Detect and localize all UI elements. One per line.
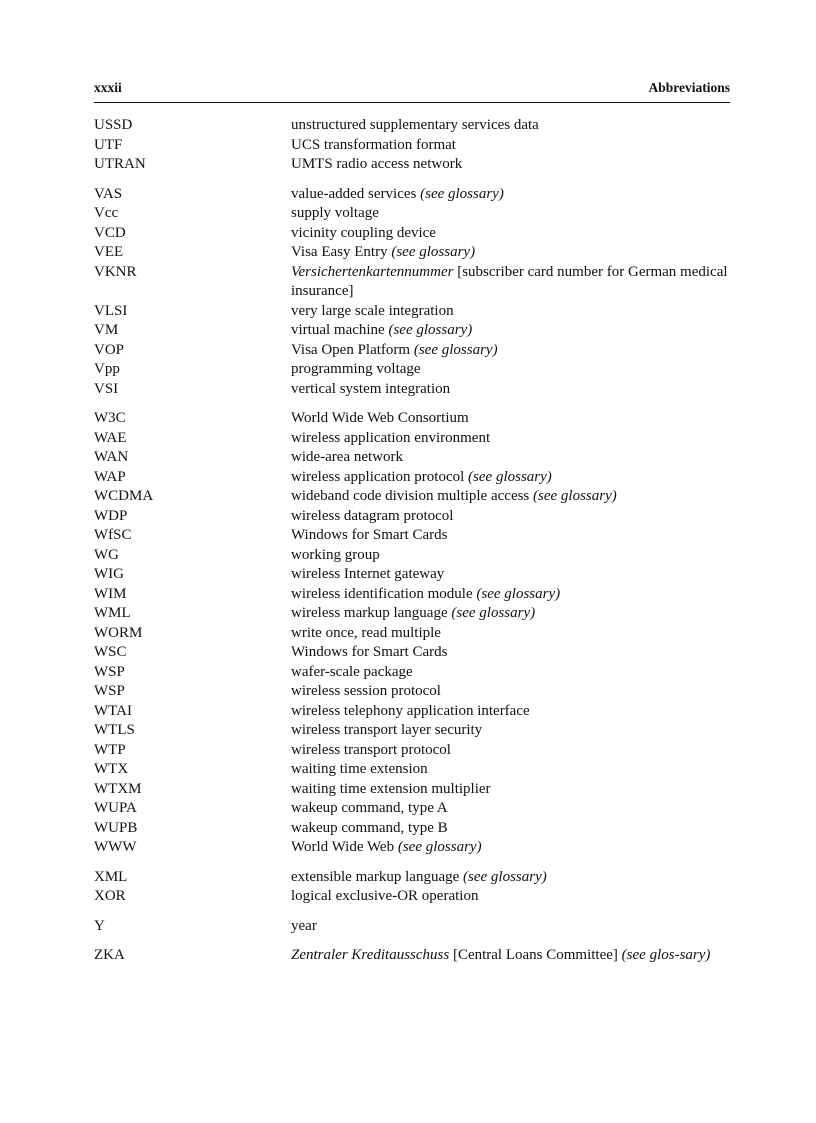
definition-text: unstructured supplementary services data	[291, 117, 539, 133]
abbreviation-term: VAS	[94, 185, 123, 202]
definition-italic-text: (see glossary)	[388, 322, 473, 338]
abbreviation-term: XML	[94, 868, 128, 885]
abbreviation-definition	[291, 448, 730, 468]
abbreviation-definition	[291, 155, 730, 175]
abbreviation-term: WTP	[94, 741, 126, 758]
abbreviation-entry	[94, 721, 730, 741]
abbreviation-group	[94, 946, 730, 966]
abbreviation-term: WDP	[94, 507, 128, 524]
abbreviation-entry	[94, 448, 730, 468]
definition-text: wireless transport protocol	[291, 741, 451, 758]
definition-italic-text: (see glossary)	[533, 488, 617, 504]
definition-text: wideband code division multiple access	[291, 488, 534, 504]
definition-italic-text: Zentraler Kreditausschuss	[291, 947, 450, 963]
definition-text: write once, read multiple	[291, 624, 441, 641]
abbreviation-term: UTF	[94, 136, 123, 153]
definition-text: wide-area network	[291, 449, 404, 465]
abbreviation-definition	[291, 868, 730, 888]
abbreviation-term: ZKA	[94, 947, 125, 963]
abbreviation-term: WIM	[94, 585, 127, 602]
definition-text: Visa Easy Entry	[291, 244, 392, 260]
definition-text: wireless telephony application interface	[291, 702, 530, 719]
abbreviation-term: WSC	[94, 644, 127, 660]
abbreviation-entry	[94, 917, 730, 937]
abbreviation-term: WSP	[94, 683, 125, 699]
definition-text: wakeup command, type A	[291, 800, 448, 816]
abbreviation-entry	[94, 546, 730, 566]
definition-text: wireless transport layer security	[291, 722, 483, 738]
abbreviation-group	[94, 185, 730, 400]
abbreviation-entry	[94, 224, 730, 244]
abbreviation-entry	[94, 341, 730, 361]
abbreviation-term: WWW	[94, 839, 137, 855]
abbreviation-entry	[94, 116, 730, 136]
definition-text: vicinity coupling device	[291, 224, 436, 241]
abbreviation-term: WAN	[94, 449, 129, 465]
abbreviation-term: VOP	[94, 341, 125, 358]
abbreviation-definition	[291, 887, 730, 907]
abbreviation-group	[94, 868, 730, 907]
abbreviation-term: Vpp	[94, 361, 120, 377]
abbreviation-entry	[94, 243, 730, 263]
abbreviation-definition	[291, 429, 730, 449]
abbreviation-definition	[291, 721, 730, 741]
definition-text: wireless application environment	[291, 429, 491, 446]
definition-text: wireless Internet gateway	[291, 566, 445, 582]
abbreviation-entry	[94, 838, 730, 858]
abbreviation-definition	[291, 507, 730, 527]
abbreviation-term: WTX	[94, 761, 129, 777]
abbreviation-definition	[291, 409, 730, 429]
abbreviation-definition	[291, 224, 730, 244]
abbreviation-definition	[291, 116, 730, 136]
abbreviation-definition	[291, 136, 730, 156]
abbreviation-term: WfSC	[94, 527, 132, 543]
abbreviation-definition	[291, 204, 730, 224]
abbreviation-definition	[291, 546, 730, 566]
abbreviation-entry	[94, 321, 730, 341]
abbreviation-term: WUPB	[94, 819, 138, 836]
abbreviation-term: VEE	[94, 244, 124, 260]
definition-text: wireless session protocol	[291, 683, 441, 699]
definition-italic-text: (see glossary)	[468, 468, 552, 485]
abbreviation-term: WUPA	[94, 800, 137, 816]
abbreviation-entry	[94, 155, 730, 175]
abbreviation-term: VCD	[94, 224, 126, 241]
definition-text: virtual machine	[291, 322, 389, 338]
definition-text: waiting time extension multiplier	[291, 780, 491, 797]
abbreviation-entry	[94, 604, 730, 624]
abbreviation-entry	[94, 887, 730, 907]
abbreviation-entry	[94, 702, 730, 722]
abbreviation-definition	[291, 819, 730, 839]
abbreviation-definition	[291, 663, 730, 683]
definition-italic-text: (see glossary)	[391, 244, 476, 260]
abbreviation-definition	[291, 799, 730, 819]
definition-text: very large scale integration	[291, 302, 454, 319]
abbreviation-list	[94, 116, 730, 976]
definition-text: wafer-scale package	[291, 663, 413, 680]
abbreviation-entry	[94, 799, 730, 819]
definition-text: Windows for Smart Cards	[291, 527, 448, 543]
abbreviation-entry	[94, 643, 730, 663]
abbreviation-definition	[291, 565, 730, 585]
abbreviation-term: WIG	[94, 566, 124, 582]
abbreviation-term: WSP	[94, 663, 125, 680]
abbreviation-entry	[94, 468, 730, 488]
definition-text: working group	[291, 546, 380, 563]
definition-italic-text: (see glossary)	[413, 341, 498, 358]
abbreviation-definition	[291, 643, 730, 663]
abbreviation-term: XOR	[94, 888, 126, 904]
abbreviation-entry	[94, 585, 730, 605]
definition-text: [subscriber card number for German medical insurance]	[291, 263, 728, 299]
running-header	[94, 78, 730, 103]
definition-text: supply voltage	[291, 205, 379, 221]
abbreviation-definition	[291, 917, 730, 937]
definition-text: year	[291, 917, 317, 934]
abbreviation-entry	[94, 429, 730, 449]
abbreviation-definition	[291, 380, 730, 400]
abbreviation-entry	[94, 565, 730, 585]
abbreviation-entry	[94, 741, 730, 761]
definition-text: programming voltage	[291, 361, 421, 377]
definition-italic-text: (see glossary)	[420, 185, 504, 202]
abbreviation-term: WG	[94, 546, 119, 563]
definition-text: UMTS radio access network	[291, 156, 463, 172]
abbreviation-definition	[291, 341, 730, 361]
definition-italic-text: (see glos-sary)	[621, 947, 711, 963]
section-title: Abbreviations	[648, 80, 730, 95]
abbreviation-definition	[291, 604, 730, 624]
abbreviation-entry	[94, 868, 730, 888]
abbreviation-term: Vcc	[94, 205, 119, 221]
abbreviation-term: WCDMA	[94, 488, 154, 504]
definition-text: World Wide Web	[291, 839, 398, 855]
definition-text: [Central Loans Committee]	[449, 947, 622, 963]
definition-text: wakeup command, type B	[291, 819, 448, 836]
definition-text: wireless markup language	[291, 605, 452, 621]
definition-italic-text: (see glossary)	[397, 839, 482, 855]
abbreviation-definition	[291, 263, 730, 302]
definition-text: vertical system integration	[291, 380, 451, 397]
definition-text: logical exclusive-OR operation	[291, 888, 479, 904]
abbreviation-entry	[94, 136, 730, 156]
definition-text: wireless application protocol	[291, 468, 469, 485]
abbreviation-term: WTXM	[94, 780, 142, 797]
definition-text: Windows for Smart Cards	[291, 644, 448, 660]
abbreviation-term: VSI	[94, 380, 119, 397]
abbreviation-definition	[291, 741, 730, 761]
abbreviation-entry	[94, 663, 730, 683]
definition-italic-text: (see glossary)	[476, 585, 561, 602]
abbreviation-entry	[94, 204, 730, 224]
definition-text: value-added services	[291, 185, 421, 202]
abbreviation-entry	[94, 624, 730, 644]
abbreviation-entry	[94, 360, 730, 380]
abbreviation-definition	[291, 243, 730, 263]
abbreviation-entry	[94, 302, 730, 322]
abbreviation-term: WORM	[94, 624, 143, 641]
definition-italic-text: (see glossary)	[451, 605, 536, 621]
abbreviation-term: USSD	[94, 117, 133, 133]
abbreviation-definition	[291, 185, 730, 205]
abbreviation-term: WTAI	[94, 702, 132, 719]
abbreviation-entry	[94, 263, 730, 302]
abbreviation-definition	[291, 360, 730, 380]
abbreviation-definition	[291, 302, 730, 322]
abbreviation-entry	[94, 409, 730, 429]
abbreviation-definition	[291, 526, 730, 546]
definition-text: waiting time extension	[291, 761, 428, 777]
abbreviation-entry	[94, 946, 730, 966]
definition-italic-text: (see glossary)	[463, 868, 547, 885]
abbreviation-term: Y	[94, 917, 105, 934]
abbreviation-entry	[94, 380, 730, 400]
abbreviation-definition	[291, 702, 730, 722]
abbreviation-definition	[291, 624, 730, 644]
abbreviation-entry	[94, 760, 730, 780]
abbreviation-group	[94, 409, 730, 858]
abbreviation-definition	[291, 321, 730, 341]
abbreviation-definition	[291, 946, 730, 966]
abbreviation-entry	[94, 507, 730, 527]
abbreviation-entry	[94, 780, 730, 800]
abbreviation-group	[94, 116, 730, 175]
abbreviation-entry	[94, 682, 730, 702]
abbreviation-definition	[291, 838, 730, 858]
abbreviation-definition	[291, 487, 730, 507]
abbreviation-definition	[291, 780, 730, 800]
abbreviation-definition	[291, 682, 730, 702]
definition-text: wireless identification module	[291, 585, 477, 602]
abbreviation-term: VLSI	[94, 302, 128, 319]
definition-text: wireless datagram protocol	[291, 507, 454, 524]
abbreviation-term: WML	[94, 605, 131, 621]
definition-text: Visa Open Platform	[291, 341, 414, 358]
abbreviation-term: VM	[94, 322, 119, 338]
abbreviation-group	[94, 917, 730, 937]
abbreviation-entry	[94, 185, 730, 205]
abbreviation-definition	[291, 760, 730, 780]
abbreviation-entry	[94, 487, 730, 507]
abbreviation-term: WAP	[94, 468, 126, 485]
abbreviation-definition	[291, 585, 730, 605]
definition-text: extensible markup language	[291, 868, 464, 885]
abbreviation-entry	[94, 819, 730, 839]
abbreviation-term: UTRAN	[94, 156, 146, 172]
definition-text: World Wide Web Consortium	[291, 410, 469, 426]
definition-italic-text: Versichertenkartennummer	[291, 263, 454, 280]
abbreviation-term: WTLS	[94, 722, 135, 738]
page-number: xxxii	[94, 80, 122, 95]
abbreviation-entry	[94, 526, 730, 546]
abbreviation-term: VKNR	[94, 263, 137, 280]
abbreviation-term: WAE	[94, 429, 127, 446]
abbreviation-definition	[291, 468, 730, 488]
definition-text: UCS transformation format	[291, 136, 456, 153]
abbreviation-term: W3C	[94, 410, 126, 426]
